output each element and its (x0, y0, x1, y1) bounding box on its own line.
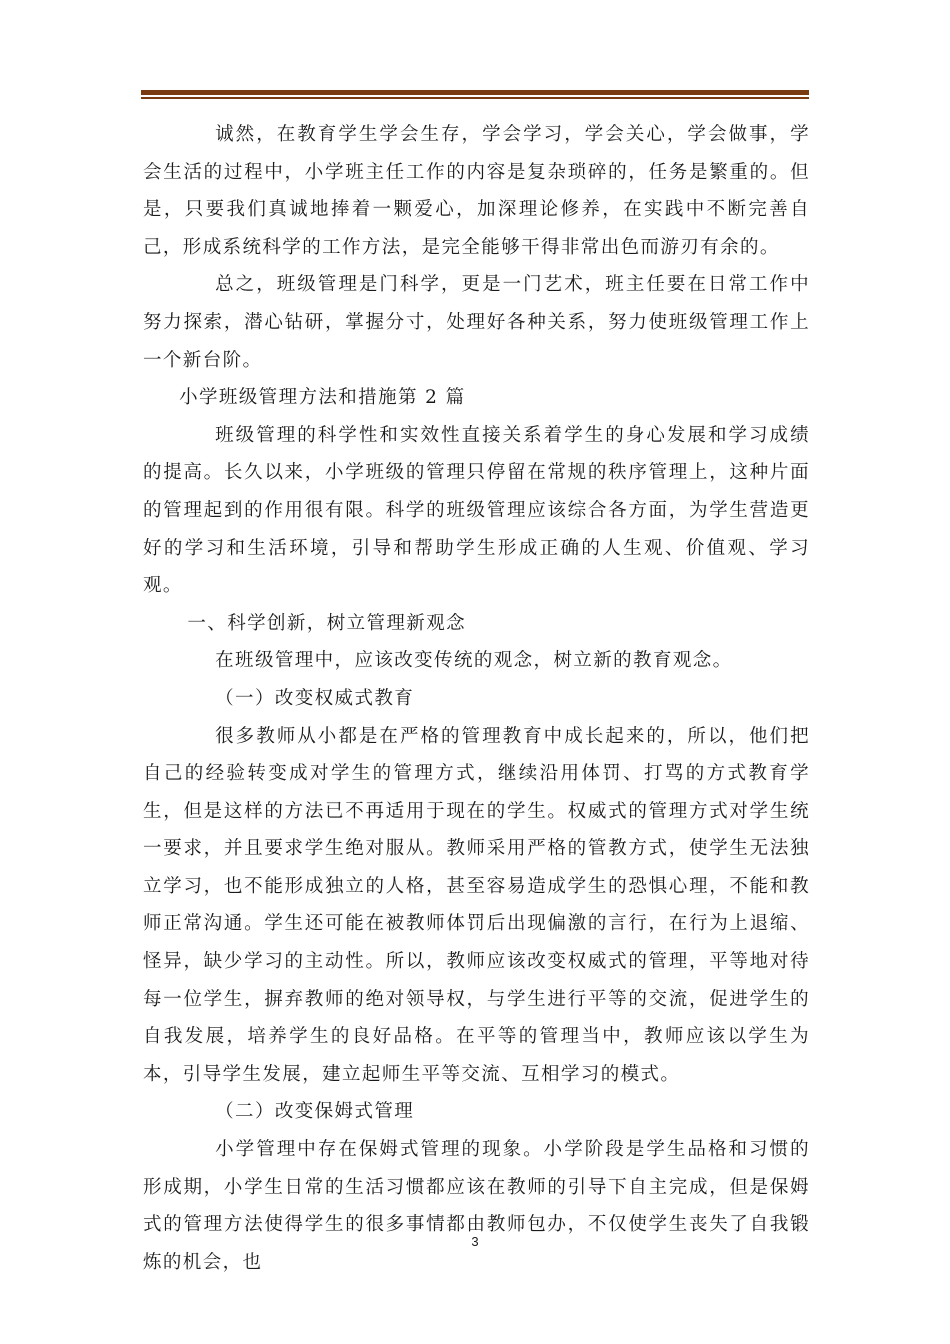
paragraph: 在班级管理中，应该改变传统的观念，树立新的教育观念。 (215, 650, 733, 672)
page-number: 3 (471, 1234, 479, 1249)
header-rule-thin (141, 97, 809, 99)
document-body (143, 116, 810, 1281)
subheading: （一）改变权威式教育 (215, 687, 415, 709)
section-title: 小学班级管理方法和措施第 2 篇 (179, 387, 466, 409)
paragraph: 诚然，在教育学生学会生存，学会学习，学会关心，学会做事，学会生活的过程中，小学班主任工作的内容是复杂琐碎的，任务是繁重的。但是，只要我们真诚地捧着一颗爱心，加深理论修养，在实践中不断完善自己，形成系统科学的工作方法，是完全能够干得非常出色而游刃有余的。 (143, 124, 810, 258)
paragraph: 很多教师从小都是在严格的管理教育中成长起来的，所以，他们把自己的经验转变成对学生的管理方式，继续沿用体罚、打骂的方式教育学生，但是这样的方法已不再适用于现在的学生。权威式的管理方式对学生统一要求，并且要求学生绝对服从。教师采用严格的管教方式，使学生无法独立学习，也不能形成独立的人格，甚至容易造成学生的恐惧心理，不能和教师正常沟通。学生还可能在被教师体罚后出现偏激的言行，在行为上退缩、怪异，缺少学习的主动性。所以，教师应该改变权威式的管理，平等地对待每一位学生，摒弃教师的绝对领导权，与学生进行平等的交流，促进学生的自我发展，培养学生的良好品格。在平等的管理当中，教师应该以学生为本，引导学生发展，建立起师生平等交流、互相学习的模式。 (143, 725, 810, 1085)
paragraph: 小学管理中存在保姆式管理的现象。小学阶段是学生品格和习惯的形成期，小学生日常的生活习惯都应该在教师的引导下自主完成，但是保姆式的管理方法使得学生的很多事情都由教师包办，不仅使学生丧失了自我锻炼的机会，也 (143, 1139, 810, 1273)
subheading: （二）改变保姆式管理 (215, 1101, 415, 1123)
heading: 一、科学创新，树立管理新观念 (187, 612, 466, 634)
header-rule (141, 90, 809, 95)
paragraph: 班级管理的科学性和实效性直接关系着学生的身心发展和学习成绩的提高。长久以来，小学班级的管理只停留在常规的秩序管理上，这种片面的管理起到的作用很有限。科学的班级管理应该综合各方面，为学生营造更好的学习和生活环境，引导和帮助学生形成正确的人生观、价值观、学习观。 (143, 424, 810, 597)
paragraph: 总之，班级管理是门科学，更是一门艺术，班主任要在日常工作中努力探索，潜心钻研，掌握分寸，处理好各种关系，努力使班级管理工作上一个新台阶。 (143, 274, 810, 371)
